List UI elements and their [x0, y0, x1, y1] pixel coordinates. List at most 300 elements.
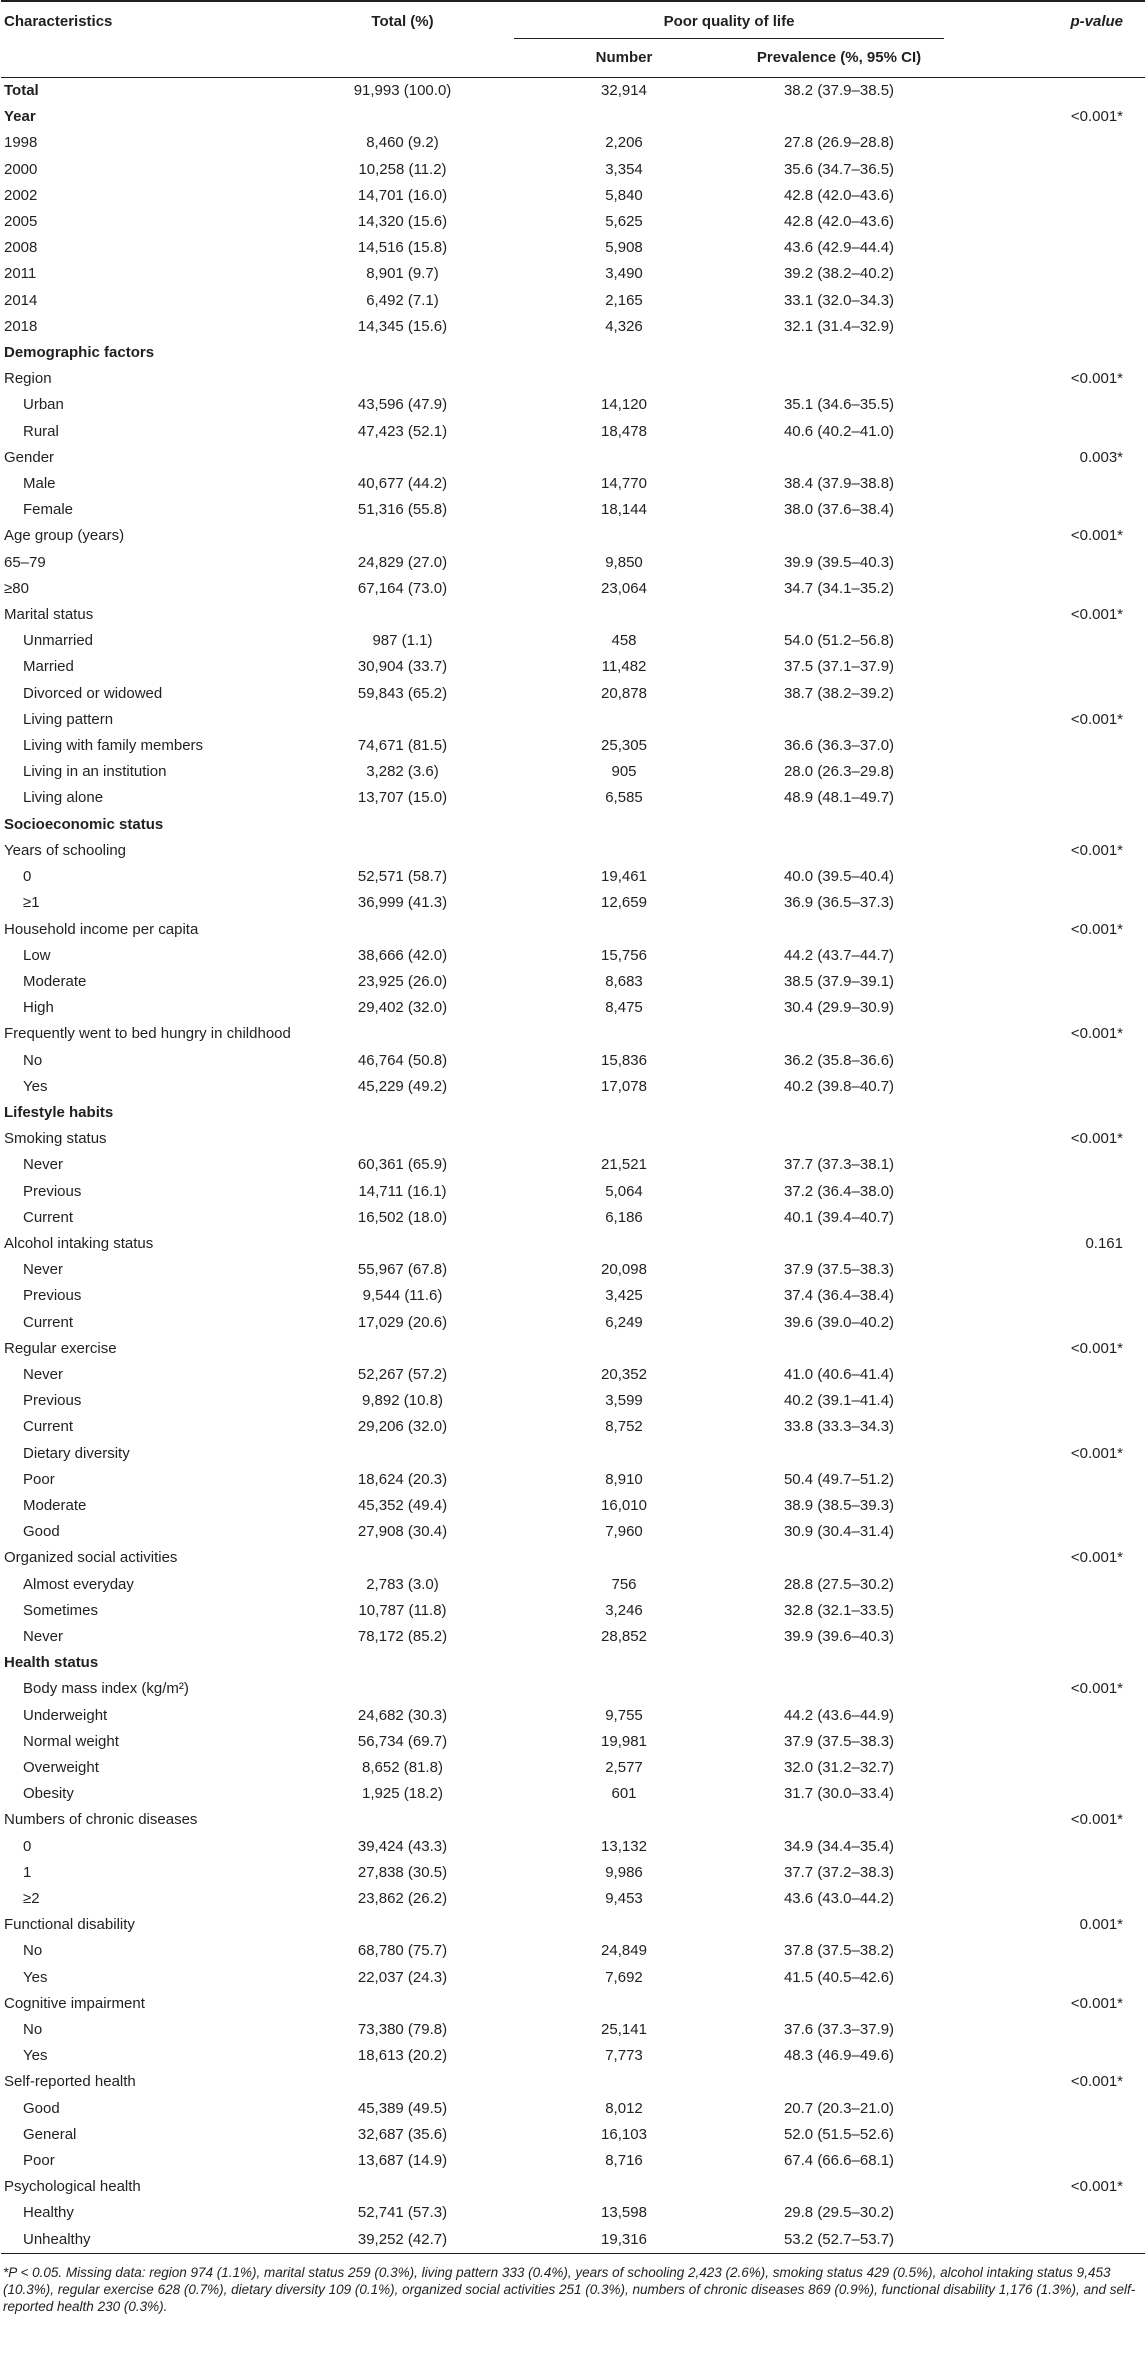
row-p-value — [944, 1362, 1145, 1388]
row-label: Organized social activities — [4, 1549, 178, 1567]
row-label: 0 — [23, 868, 32, 886]
row-p-value: <0.001* — [1070, 1680, 1123, 1698]
row-total: 14,345 (15.6) — [357, 317, 448, 335]
table-row — [1, 1074, 1145, 1100]
row-p-value — [944, 2148, 1145, 2174]
row-number: 601 — [611, 1785, 637, 1803]
row-label: Moderate — [23, 972, 87, 990]
row-label: 2011 — [4, 265, 37, 283]
row-prevalence: 53.2 (52.7–53.7) — [734, 2227, 944, 2254]
row-label: Age group (years) — [4, 527, 125, 545]
row-p-value — [944, 157, 1145, 183]
row-number: 3,354 — [605, 160, 643, 178]
row-p-value: <0.001* — [1070, 841, 1123, 859]
row-prevalence: 20.7 (20.3–21.0) — [783, 2099, 895, 2117]
row-number: 19,316 — [514, 2227, 734, 2254]
row-prevalence: 42.8 (42.0–43.6) — [783, 186, 895, 204]
row-number: 14,120 — [601, 396, 647, 414]
row-prevalence: 35.6 (34.7–36.5) — [783, 160, 895, 178]
table-row — [1, 1545, 1145, 1571]
table-body — [1, 78, 1145, 2254]
table-row — [1, 1100, 1145, 1126]
row-p-value — [944, 419, 1145, 445]
row-total: 24,682 (30.3) — [357, 1706, 448, 1724]
row-number: 5,625 — [605, 213, 643, 231]
row-number: 4,326 — [605, 317, 643, 335]
row-number — [514, 445, 734, 471]
row-prevalence — [734, 1807, 944, 1833]
row-prevalence: 44.2 (43.7–44.7) — [783, 946, 895, 964]
row-p-value — [944, 314, 1145, 340]
row-prevalence — [734, 1100, 944, 1126]
row-number: 2,165 — [605, 291, 643, 309]
row-prevalence — [734, 340, 944, 366]
row-prevalence — [734, 1650, 944, 1676]
row-label: 2018 — [4, 317, 38, 335]
row-prevalence: 33.1 (32.0–34.3) — [783, 291, 895, 309]
row-p-value — [944, 1729, 1145, 1755]
row-number — [514, 2174, 734, 2200]
row-label: No — [23, 2021, 43, 2039]
row-number: 9,453 — [605, 1890, 643, 1908]
row-number: 18,478 — [601, 422, 647, 440]
table-row — [1, 419, 1145, 445]
row-p-value — [944, 340, 1145, 366]
table-row — [1, 1886, 1145, 1912]
row-prevalence: 37.9 (37.5–38.3) — [783, 1732, 895, 1750]
header-prevalence: Prevalence (%, 95% CI) — [734, 39, 944, 78]
row-p-value — [944, 1100, 1145, 1126]
row-p-value — [944, 1467, 1145, 1493]
row-prevalence — [734, 1676, 944, 1702]
row-prevalence — [734, 2174, 944, 2200]
row-total: 18,613 (20.2) — [357, 2047, 448, 2065]
row-number: 14,770 — [601, 475, 647, 493]
table-row — [1, 1126, 1145, 1152]
row-p-value — [944, 1965, 1145, 1991]
table-row — [1, 864, 1145, 890]
row-label: Yes — [23, 1968, 48, 1986]
row-total: 60,361 (65.9) — [357, 1156, 448, 1174]
table-row — [1, 183, 1145, 209]
row-number: 8,910 — [605, 1470, 643, 1488]
row-label: Numbers of chronic diseases — [4, 1811, 198, 1829]
row-prevalence — [734, 1545, 944, 1571]
table-row — [1, 1152, 1145, 1178]
row-p-value — [944, 1834, 1145, 1860]
row-number: 6,249 — [605, 1313, 643, 1331]
row-label: Dietary diversity — [23, 1444, 130, 1462]
row-number: 24,849 — [601, 1942, 647, 1960]
table-row — [1, 681, 1145, 707]
row-label: Alcohol intaking status — [4, 1234, 154, 1252]
row-p-value — [944, 1388, 1145, 1414]
row-number: 32,914 — [601, 82, 647, 99]
row-label: 2002 — [4, 186, 38, 204]
table-row — [1, 1414, 1145, 1440]
row-p-value — [944, 1493, 1145, 1519]
table-footnote: *P < 0.05. Missing data: region 974 (1.1%), marital status 259 (0.3%), living pattern 333 (0.4%), years of schooling 2,423 (2.6%), smoking status 429 (0.5%), alcohol intaking status 9,453 (10.3%), regular exercise 628 (0.7%), dietary diversity 109 (0.1%), organized social activities 251 (0.3%), numbers of chronic diseases 869 (0.9%), functional disability 1,176 (1.3%), and self-reported health 230 (0.3%). — [3, 2264, 1136, 2314]
row-number: 13,132 — [601, 1837, 647, 1855]
row-prevalence — [734, 1231, 944, 1257]
row-p-value — [944, 288, 1145, 314]
row-label: Poor — [23, 1470, 55, 1488]
row-prevalence — [734, 707, 944, 733]
table-row — [1, 1205, 1145, 1231]
row-prevalence: 37.9 (37.5–38.3) — [783, 1261, 895, 1279]
row-number: 18,144 — [601, 501, 647, 519]
table-row — [1, 733, 1145, 759]
table-row — [1, 130, 1145, 156]
row-label: Region — [4, 370, 52, 388]
row-number: 2,206 — [605, 134, 643, 152]
row-p-value — [944, 392, 1145, 418]
row-total: 13,707 (15.0) — [357, 789, 448, 807]
row-number: 756 — [611, 1575, 637, 1593]
row-p-value — [944, 1860, 1145, 1886]
row-number: 21,521 — [601, 1156, 647, 1174]
row-prevalence: 28.8 (27.5–30.2) — [783, 1575, 895, 1593]
row-total: 56,734 (69.7) — [357, 1732, 448, 1750]
row-number — [514, 340, 734, 366]
row-label: 1 — [23, 1863, 32, 1881]
row-total: 16,502 (18.0) — [357, 1208, 448, 1226]
row-p-value — [944, 969, 1145, 995]
row-total — [291, 2069, 514, 2095]
table-row — [1, 943, 1145, 969]
row-number — [514, 1676, 734, 1702]
row-label: Body mass index (kg/m²) — [23, 1680, 189, 1698]
row-total: 74,671 (81.5) — [357, 737, 448, 755]
row-total — [291, 445, 514, 471]
row-prevalence: 34.9 (34.4–35.4) — [783, 1837, 895, 1855]
row-p-value — [944, 1257, 1145, 1283]
row-p-value — [944, 183, 1145, 209]
row-label: Male — [23, 475, 56, 493]
row-total: 22,037 (24.3) — [357, 1968, 448, 1986]
row-p-value — [944, 733, 1145, 759]
row-label: Marital status — [4, 606, 94, 624]
row-label: Lifestyle habits — [4, 1103, 114, 1121]
table-row — [1, 1441, 1145, 1467]
table-row — [1, 1388, 1145, 1414]
row-total: 46,764 (50.8) — [357, 1051, 448, 1069]
row-label: Current — [23, 1208, 74, 1226]
row-number: 8,716 — [605, 2152, 643, 2170]
row-p-value: 0.003* — [1079, 448, 1123, 466]
row-number: 7,960 — [605, 1523, 643, 1541]
table-row — [1, 1362, 1145, 1388]
row-prevalence: 27.8 (26.9–28.8) — [783, 134, 895, 152]
row-label: Unhealthy — [1, 2227, 291, 2254]
row-prevalence: 44.2 (43.6–44.9) — [783, 1706, 895, 1724]
row-prevalence: 67.4 (66.6–68.1) — [783, 2152, 895, 2170]
row-number — [514, 1336, 734, 1362]
row-label: No — [23, 1051, 43, 1069]
row-p-value: <0.001* — [1070, 710, 1123, 728]
row-number: 3,490 — [605, 265, 643, 283]
row-number — [514, 1231, 734, 1257]
row-p-value — [944, 785, 1145, 811]
row-p-value — [944, 759, 1145, 785]
row-total: 17,029 (20.6) — [357, 1313, 448, 1331]
row-total: 91,993 (100.0) — [353, 82, 452, 99]
row-p-value — [944, 2043, 1145, 2069]
row-number: 8,683 — [605, 972, 643, 990]
table-row — [1, 1624, 1145, 1650]
row-label: 2008 — [4, 239, 38, 257]
row-total: 1,925 (18.2) — [362, 1785, 443, 1803]
row-total: 23,862 (26.2) — [357, 1890, 448, 1908]
table-row — [1, 969, 1145, 995]
row-label: Living in an institution — [23, 763, 167, 781]
table-row — [1, 812, 1145, 838]
row-p-value — [944, 1414, 1145, 1440]
row-prevalence: 40.1 (39.4–40.7) — [783, 1208, 895, 1226]
row-p-value — [944, 2096, 1145, 2122]
row-total — [291, 104, 514, 130]
row-label: Household income per capita — [4, 920, 199, 938]
row-total: 39,424 (43.3) — [357, 1837, 448, 1855]
row-total: 52,741 (57.3) — [357, 2204, 448, 2222]
table-row — [1, 2227, 1145, 2254]
row-label: Unmarried — [23, 632, 94, 650]
row-total: 27,908 (30.4) — [357, 1523, 448, 1541]
row-prevalence: 34.7 (34.1–35.2) — [783, 579, 895, 597]
row-number: 9,986 — [605, 1863, 643, 1881]
row-number: 25,305 — [601, 737, 647, 755]
row-total — [291, 1336, 514, 1362]
table-row — [1, 1283, 1145, 1309]
row-p-value: <0.001* — [1070, 1339, 1123, 1357]
row-p-value — [944, 681, 1145, 707]
row-prevalence: 33.8 (33.3–34.3) — [783, 1418, 895, 1436]
row-label: ≥1 — [23, 894, 40, 912]
row-number — [514, 2069, 734, 2095]
row-prevalence: 40.6 (40.2–41.0) — [783, 422, 895, 440]
table-row — [1, 1938, 1145, 1964]
row-prevalence — [734, 104, 944, 130]
table-row — [1, 890, 1145, 916]
table-row — [1, 1231, 1145, 1257]
table-row — [1, 1676, 1145, 1702]
row-prevalence: 28.0 (26.3–29.8) — [783, 763, 895, 781]
row-label: Psychological health — [4, 2178, 141, 2196]
row-label: Functional disability — [4, 1916, 135, 1934]
row-prevalence: 36.2 (35.8–36.6) — [783, 1051, 895, 1069]
row-label: Yes — [23, 1077, 48, 1095]
row-number: 20,878 — [601, 684, 647, 702]
row-total: 68,780 (75.7) — [357, 1942, 448, 1960]
row-total: 29,206 (32.0) — [357, 1418, 448, 1436]
row-number: 9,850 — [605, 553, 643, 571]
table-row — [1, 2043, 1145, 2069]
table-row — [1, 917, 1145, 943]
row-label: Good — [23, 2099, 60, 2117]
row-label: Gender — [4, 448, 55, 466]
table-row — [1, 288, 1145, 314]
row-prevalence: 38.9 (38.5–39.3) — [783, 1496, 895, 1514]
row-total: 30,904 (33.7) — [357, 658, 448, 676]
row-number — [514, 1021, 734, 1047]
row-label: Smoking status — [4, 1130, 107, 1148]
row-p-value — [944, 261, 1145, 287]
row-prevalence — [734, 2069, 944, 2095]
table-row — [1, 1048, 1145, 1074]
row-total — [291, 838, 514, 864]
row-prevalence: 52.0 (51.5–52.6) — [783, 2125, 895, 2143]
row-total: 45,352 (49.4) — [357, 1496, 448, 1514]
row-prevalence: 37.6 (37.3–37.9) — [783, 2021, 895, 2039]
table-row — [1, 2096, 1145, 2122]
row-total — [291, 340, 514, 366]
row-total — [291, 812, 514, 838]
row-label: Sometimes — [23, 1601, 99, 1619]
table-row — [1, 261, 1145, 287]
row-prevalence: 36.9 (36.5–37.3) — [783, 894, 895, 912]
row-number — [514, 366, 734, 392]
row-total — [291, 1676, 514, 1702]
row-label: Moderate — [23, 1496, 87, 1514]
row-prevalence: 41.5 (40.5–42.6) — [783, 1968, 895, 1986]
table-row — [1, 1860, 1145, 1886]
row-p-value — [944, 890, 1145, 916]
row-p-value — [944, 1598, 1145, 1624]
table-row — [1, 1781, 1145, 1807]
row-total: 73,380 (79.8) — [357, 2021, 448, 2039]
row-prevalence: 35.1 (34.6–35.5) — [783, 396, 895, 414]
row-total — [291, 1650, 514, 1676]
table-row — [1, 707, 1145, 733]
row-total: 24,829 (27.0) — [357, 553, 448, 571]
row-total: 29,402 (32.0) — [357, 999, 448, 1017]
row-total: 47,423 (52.1) — [357, 422, 448, 440]
row-label: No — [23, 1942, 43, 1960]
row-p-value — [944, 235, 1145, 261]
row-p-value — [944, 1572, 1145, 1598]
table-row — [1, 2017, 1145, 2043]
row-prevalence: 31.7 (30.0–33.4) — [783, 1785, 895, 1803]
row-total — [291, 1807, 514, 1833]
row-prevalence: 37.4 (36.4–38.4) — [783, 1287, 895, 1305]
row-total — [291, 1991, 514, 2017]
row-p-value: 0.161 — [1085, 1234, 1123, 1252]
table-row — [1, 1834, 1145, 1860]
row-p-value — [944, 864, 1145, 890]
table-row — [1, 1912, 1145, 1938]
row-label: Yes — [23, 2047, 48, 2065]
table-row — [1, 523, 1145, 549]
table-row — [1, 2069, 1145, 2095]
row-p-value — [944, 1703, 1145, 1729]
row-label: Living alone — [23, 789, 104, 807]
row-label: Years of schooling — [4, 841, 127, 859]
row-label: Almost everyday — [23, 1575, 134, 1593]
table-row — [1, 1807, 1145, 1833]
header-number: Number — [514, 39, 734, 78]
row-prevalence: 48.3 (46.9–49.6) — [783, 2047, 895, 2065]
row-label: Frequently went to bed hungry in childhood — [4, 1025, 291, 1043]
row-label: General — [23, 2125, 77, 2143]
row-label: Living pattern — [23, 710, 114, 728]
row-label: Cognitive impairment — [4, 1994, 145, 2012]
row-total: 10,787 (11.8) — [358, 1601, 447, 1619]
row-number — [514, 1912, 734, 1938]
row-number: 8,752 — [605, 1418, 643, 1436]
table-row — [1, 1519, 1145, 1545]
row-total: 14,701 (16.0) — [357, 186, 448, 204]
row-label: Previous — [23, 1392, 82, 1410]
row-total: 9,892 (10.8) — [362, 1392, 443, 1410]
row-prevalence: 29.8 (29.5–30.2) — [783, 2204, 895, 2222]
row-total: 14,320 (15.6) — [357, 213, 448, 231]
row-prevalence: 37.7 (37.3–38.1) — [783, 1156, 895, 1174]
table-row — [1, 445, 1145, 471]
table-row — [1, 654, 1145, 680]
table-row — [1, 550, 1145, 576]
row-p-value — [944, 576, 1145, 602]
row-total: 27,838 (30.5) — [357, 1863, 448, 1881]
table-row — [1, 1257, 1145, 1283]
row-label: Year — [4, 108, 36, 126]
row-p-value — [944, 130, 1145, 156]
row-prevalence: 37.7 (37.2–38.3) — [783, 1863, 895, 1881]
row-total: 10,258 (11.2) — [358, 160, 447, 178]
row-total: 45,229 (49.2) — [357, 1077, 448, 1095]
row-prevalence: 36.6 (36.3–37.0) — [783, 737, 895, 755]
row-label: Current — [23, 1313, 74, 1331]
table-row — [1, 1965, 1145, 1991]
row-total: 52,571 (58.7) — [357, 868, 448, 886]
row-number: 19,981 — [601, 1732, 647, 1750]
row-p-value: <0.001* — [1070, 1025, 1123, 1043]
table-row — [1, 78, 1145, 105]
row-number — [514, 1991, 734, 2017]
row-prevalence: 43.6 (43.0–44.2) — [783, 1890, 895, 1908]
row-label: Low — [23, 946, 51, 964]
row-p-value — [944, 1650, 1145, 1676]
row-number: 3,425 — [605, 1287, 643, 1305]
row-number — [514, 1100, 734, 1126]
table-row — [1, 995, 1145, 1021]
table-row — [1, 785, 1145, 811]
row-number — [514, 1441, 734, 1467]
row-number: 8,475 — [605, 999, 643, 1017]
row-label: Never — [23, 1156, 64, 1174]
row-number: 5,064 — [605, 1182, 643, 1200]
row-p-value — [944, 2122, 1145, 2148]
table-row — [1, 2174, 1145, 2200]
row-prevalence: 37.2 (36.4–38.0) — [783, 1182, 895, 1200]
row-total — [291, 2174, 514, 2200]
header-total: Total (%) — [371, 13, 434, 30]
row-prevalence: 32.8 (32.1–33.5) — [783, 1601, 895, 1619]
row-p-value — [944, 812, 1145, 838]
row-prevalence — [734, 366, 944, 392]
row-p-value — [944, 1310, 1145, 1336]
row-total: 78,172 (85.2) — [357, 1627, 448, 1645]
table-row — [1, 1650, 1145, 1676]
row-prevalence: 37.8 (37.5–38.2) — [783, 1942, 895, 1960]
row-total — [291, 602, 514, 628]
row-number: 7,773 — [605, 2047, 643, 2065]
characteristics-table — [1, 0, 1145, 2254]
row-p-value — [944, 1048, 1145, 1074]
row-total — [291, 707, 514, 733]
row-number: 19,461 — [601, 868, 647, 886]
row-prevalence: 42.8 (42.0–43.6) — [783, 213, 895, 231]
header-poor-quality-of-life: Poor quality of life — [514, 1, 944, 39]
